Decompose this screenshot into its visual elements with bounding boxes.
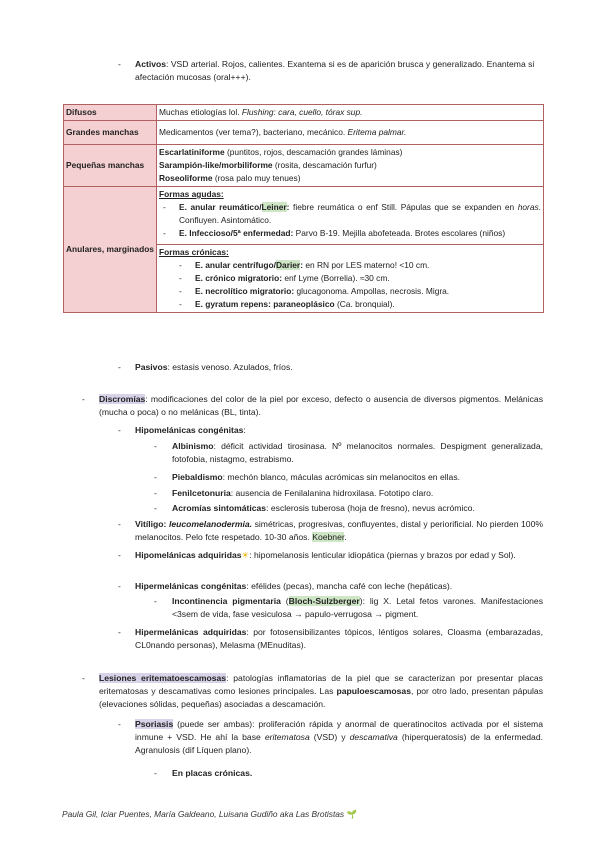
row-content-cronicas [157, 245, 544, 313]
acromias-text: : esclerosis tuberosa (hoja de fresno), nevus acrómico. [266, 503, 475, 513]
bullet-dash: - [154, 768, 157, 778]
escarlatiniforme: Escarlatiniforme [159, 147, 225, 157]
activos-paragraph [135, 58, 543, 84]
lesiones-label: Lesiones eritematoescamosas [99, 673, 227, 683]
agudas-item [159, 201, 541, 227]
hiper-adq-text: : por fotosensibilizantes tópicos, léntigos solares, Cloasma (embarazadas, CL0nando personas), Melasma (MEnuditas). [135, 627, 543, 650]
agudas-item [159, 227, 541, 240]
hipo-cong-label: Hipomelánicas congénitas [135, 425, 244, 435]
albinismo-text: : déficit actividad tirosinasa. Nº melanocitos normales. Despigment generalizada, fotofobia, nistagmo, estrabismo. [172, 441, 543, 464]
vitiligo-item: Vitíligo: leucomelanodermia. simétricas, progresivas, confluyentes, distal y periorificial. No pierden 100% melanocitos. Pelo fcte respetado. 10-30 años. Koebner. [135, 519, 544, 542]
pasivos-text: : estasis venoso. Azulados, fríos. [167, 362, 293, 372]
discromias-paragraph [99, 393, 543, 419]
erythema-table [63, 104, 544, 313]
infeccioso-desc: Parvo B-19. Mejilla abofeteada. Brotes escolares (niños) [293, 228, 506, 238]
bullet-dash: - [179, 299, 182, 309]
placas-cronicas-item [172, 767, 252, 780]
bullet-dash: - [118, 550, 121, 560]
escarlatiniforme-desc: (puntitos, rojos, descamación grandes láminas) [224, 147, 403, 157]
leucomelanodermia: leucomelanodermia. [168, 519, 253, 529]
footer-text: Paula Gil, Iciar Puentes, María Galdeano, Luisana Gudiño aka Las Brotistas [62, 809, 345, 819]
fenilcetonuria-item [172, 487, 543, 500]
bullet-dash: - [154, 596, 157, 606]
row-content-agudas [157, 187, 544, 245]
infeccioso: E. Infeccioso/5ª enfermedad: [179, 228, 294, 238]
horas: horas [517, 202, 539, 212]
eritematosa: eritematosa [264, 732, 310, 742]
table-row [64, 121, 544, 145]
incontinencia-item: Incontinencia pigmentaria (Bloch-Sulzberger): lig X. Letal fetos varones. Manifestaciones <3sem de vida, fase vesiculosa → papulo-verrugosa → pigment. [172, 596, 543, 619]
darier-highlight: Darier [275, 260, 301, 270]
placas-cronicas-label: En placas crónicas. [172, 768, 253, 778]
cronico-migratorio: E. crónico migratorio: [195, 273, 283, 283]
row-label-difusos: Difusos [64, 105, 157, 121]
row-label-anulares: Anulares, marginados [64, 187, 157, 313]
bullet-dash: - [179, 273, 182, 283]
pasivos-label: Pasivos [135, 362, 168, 372]
fenilcetonuria-label: Fenilcetonuria [172, 488, 231, 498]
roseoliforme: Roseoliforme [159, 173, 213, 183]
incontinencia-label: Incontinencia pigmentaria [172, 596, 281, 606]
hipo-adq-label: Hipomelánicas adquiridas [135, 550, 242, 560]
table-row [64, 145, 544, 187]
hipo-adquiridas-item [135, 549, 543, 562]
gyratum-repens: E. gyratum repens: paraneoplásico [195, 299, 335, 309]
agudas-title: Formas agudas: [159, 189, 224, 199]
bullet-dash: - [118, 581, 121, 591]
psoriasis-item [135, 718, 543, 757]
piebaldismo-item [172, 471, 543, 484]
hiper-congenitas-item [135, 580, 543, 593]
necrolitico-desc: glucagonoma. Ampollas, necrosis. Migra. [294, 286, 450, 296]
hiper-cong-text: : efélides (pecas), mancha café con leche (hepáticas). [246, 581, 453, 591]
bullet-dash: - [163, 228, 166, 238]
colon: : [300, 260, 303, 270]
bullet-dash: - [154, 488, 157, 498]
row-content-grandes [157, 121, 544, 145]
footer-authors [62, 808, 357, 821]
grandes-text: Medicamentos (ver tema?), bacteriano, mecánico. [159, 127, 348, 137]
albinismo-label: Albinismo [172, 441, 214, 451]
bullet-dash: - [118, 425, 121, 435]
hiper-adquiridas-item [135, 626, 543, 652]
bloch-highlight: Bloch-Sulzberger [288, 596, 360, 606]
psoriasis-text3: (hiperqueratosis) de la enfermedad. Agranulosis (dif Líquen plano). [135, 732, 543, 755]
hipo-congenitas-heading: Hipomelánicas congénitas: [135, 425, 246, 435]
bullet-dash: - [118, 627, 121, 637]
roseoliforme-desc: (rosa palo muy tenues) [212, 173, 301, 183]
seedling-icon: 🌱 [346, 809, 357, 819]
papuloescamosas: papuloescamosas [336, 686, 411, 696]
acromias-label: Acromías sintomáticas [172, 503, 267, 513]
cronicas-item [159, 259, 541, 272]
psoriasis-label: Psoriasis [135, 719, 174, 729]
anular-reumatico: E. anular reumático/ [179, 202, 262, 212]
bullet-dash: - [118, 519, 121, 529]
bullet-dash: - [118, 362, 121, 372]
piebaldismo-label: Piebaldismo [172, 472, 223, 482]
table-row [64, 187, 544, 245]
acromias-item [172, 502, 543, 515]
colon: : [163, 519, 167, 529]
bullet-dash: - [163, 202, 166, 212]
psoriasis-text2: (VSD) y [309, 732, 350, 742]
vitiligo-text: simétricas, progresivas, confluyentes, distal y periorificial. No pierden 100% melanocitos. Pelo fcte respetado. 10-30 años. [135, 519, 544, 542]
bullet-dash: - [82, 673, 85, 683]
hiper-adq-label: Hipermelánicas adquiridas [135, 627, 247, 637]
colon: : [286, 202, 290, 212]
morbiliforme: Sarampión-like/morbiliforme [159, 160, 273, 170]
lesiones-text: : patologías inflamatorias de la piel que se caracterizan por presentar placas eritematosas y descamativas como lesiones principales. Las [99, 673, 543, 696]
leiner-highlight: Leiner [261, 202, 287, 212]
sun-icon: ☀ [241, 550, 250, 560]
difusos-italic: Flushing: cara, cuello, tórax sup. [241, 107, 363, 117]
anular-reumatico-desc: fiebre reumática o enf Still. Pápulas que se expanden en [289, 202, 518, 212]
hiper-cong-label: Hipermelánicas congénitas [135, 581, 247, 591]
fenilcetonuria-text: : ausencia de Fenilalanina hidroxilasa. Fototipo claro. [230, 488, 434, 498]
piebaldismo-text: : mechón blanco, máculas acrómicas sin melanocitos en ellas. [222, 472, 461, 482]
bullet-dash: - [154, 472, 157, 482]
discromias-label: Discromías [99, 394, 146, 404]
bullet-dash: - [154, 441, 157, 451]
psoriasis-text: (puede ser ambas): proliferación rápida y anormal de queratinocitos activada por el sistema inmune + VSD. He ahí la base [135, 719, 543, 742]
cronicas-title: Formas crónicas: [159, 247, 229, 257]
bullet-dash: - [154, 503, 157, 513]
activos-label: Activos [135, 59, 167, 69]
bullet-dash: - [179, 286, 182, 296]
necrolitico-migratorio: E. necrolítico migratorio: [195, 286, 295, 296]
hipo-adq-text: : hipomelanosis lenticular idiopática (piernas y brazos por edad y Sol). [249, 550, 516, 560]
pequenas-line [159, 146, 541, 159]
difusos-text: Muchas etiologías lol. [159, 107, 242, 117]
grandes-italic: Eritema palmar. [347, 127, 407, 137]
bullet-dash: - [179, 260, 182, 270]
cronico-migratorio-desc: enf Lyme (Borrelia). ≈30 cm. [282, 273, 390, 283]
row-content-pequenas [157, 145, 544, 187]
anular-reumatico-end: . Confluyen. Asintomático. [179, 202, 541, 225]
cronicas-item [159, 285, 541, 298]
albinismo-item [172, 440, 543, 466]
pasivos-paragraph [135, 361, 293, 374]
descamativa: descamativa [349, 732, 398, 742]
lesiones-paragraph [99, 672, 543, 711]
vitiligo-label: Vitíligo [135, 519, 164, 529]
row-label-pequenas: Pequeñas manchas [64, 145, 157, 187]
anular-centrifugo-desc: en RN por LES materno! <10 cm. [303, 260, 430, 270]
bullet-dash: - [118, 719, 121, 729]
gyratum-desc: (Ca. bronquial). [334, 299, 395, 309]
table-row [64, 105, 544, 121]
bullet-dash: - [118, 59, 121, 69]
bullet-dash: - [82, 394, 85, 404]
pequenas-line [159, 172, 541, 185]
cronicas-item [159, 272, 541, 285]
pequenas-line [159, 159, 541, 172]
row-content-difusos [157, 105, 544, 121]
lesiones-text2: , por otro lado, presentan pápulas (elevaciones sólidas, pequeñas) asociadas a descamación. [99, 686, 543, 709]
discromias-text: : modificaciones del color de la piel por exceso, defecto o ausencia de diversos pigmentos. Melánicas (mucha o poca) o no melánicas (BL, tinta). [99, 394, 543, 417]
row-label-grandes: Grandes manchas [64, 121, 157, 145]
activos-text: : VSD arterial. Rojos, calientes. Exantema si es de aparición brusca y generalizado. Enantema si afectación mucosas (oral+++). [135, 59, 535, 82]
incontinencia-text: : lig X. Letal fetos varones. Manifestaciones <3sem de vida, fase vesiculosa → papulo-verrugosa → pigment. [172, 596, 543, 619]
morbiliforme-desc: (rosita, descamación furfur) [272, 160, 377, 170]
cronicas-item [159, 298, 541, 311]
koebner-highlight: Koebner [312, 532, 345, 542]
anular-centrifugo: E. anular centrífugo/ [195, 260, 276, 270]
